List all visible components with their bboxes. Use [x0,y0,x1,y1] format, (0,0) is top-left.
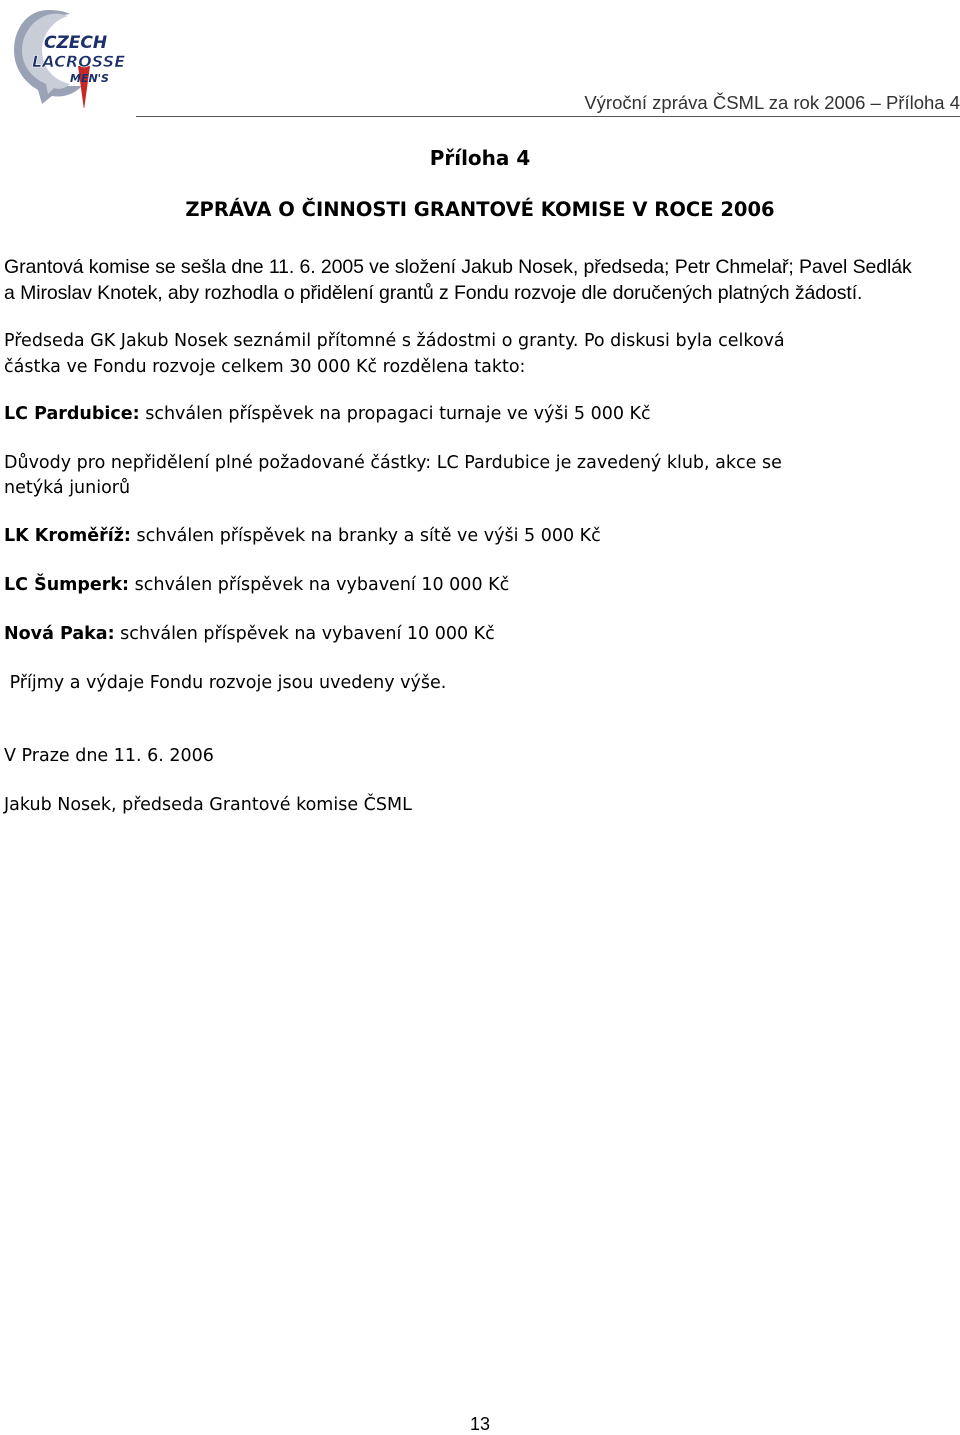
svg-text:MEN'S: MEN'S [70,72,109,85]
grant-club-name: Nová Paka: [4,624,115,644]
grant-item-pardubice [4,401,651,427]
grant-item-nova-paka [4,621,495,647]
grant-text: schválen příspěvek na propagaci turnaje ve výši 5 000 Kč [139,404,651,424]
reasons-line-2: netýká juniorů [4,478,131,498]
svg-text:LACROSSE: LACROSSE [32,52,126,71]
discussion-line-2: částka ve Fondu rozvoje celkem 30 000 Kč rozdělena takto: [4,357,526,377]
header-rule [136,116,960,117]
grant-club-name: LC Šumperk: [4,575,130,595]
place-date: V Praze dne 11. 6. 2006 [4,746,214,766]
running-header: Výroční zpráva ČSML za rok 2006 – Příloha 4 [584,92,960,113]
reasons-line-1: Důvody pro nepřidělení plné požadované částky: LC Pardubice je zavedený klub, akce se [4,453,782,473]
grant-club-name: LK Kroměříž: [4,526,131,546]
income-note: Příjmy a výdaje Fondu rozvoje jsou uvedeny výše. [4,673,447,693]
intro-line-1: Grantová komise se sešla dne 11. 6. 2005 ve složení Jakub Nosek, předseda; Petr Chmelař; Pavel Sedlák [4,256,912,278]
grant-item-kromeriz [4,523,601,549]
czech-lacrosse-logo [8,6,136,108]
grant-club-name: LC Pardubice: [4,404,140,424]
annex-title: Příloha 4 [429,146,531,170]
page-number: 13 [469,1414,491,1434]
signature: Jakub Nosek, předseda Grantové komise ČSML [4,795,412,815]
grant-text: schválen příspěvek na vybavení 10 000 Kč [114,624,495,644]
report-title: ZPRÁVA O ČINNOSTI GRANTOVÉ KOMISE V ROCE 2006 [185,198,775,221]
intro-line-2: a Miroslav Knotek, aby rozhodla o přidělení grantů z Fondu rozvoje dle doručených platných žádostí. [4,282,863,304]
discussion-line-1: Předseda GK Jakub Nosek seznámil přítomné s žádostmi o granty. Po diskusi byla celková [4,331,785,351]
grant-text: schválen příspěvek na branky a sítě ve výši 5 000 Kč [130,526,601,546]
grant-text: schválen příspěvek na vybavení 10 000 Kč [129,575,510,595]
svg-text:CZECH: CZECH [44,33,108,53]
grant-item-sumperk [4,572,509,598]
